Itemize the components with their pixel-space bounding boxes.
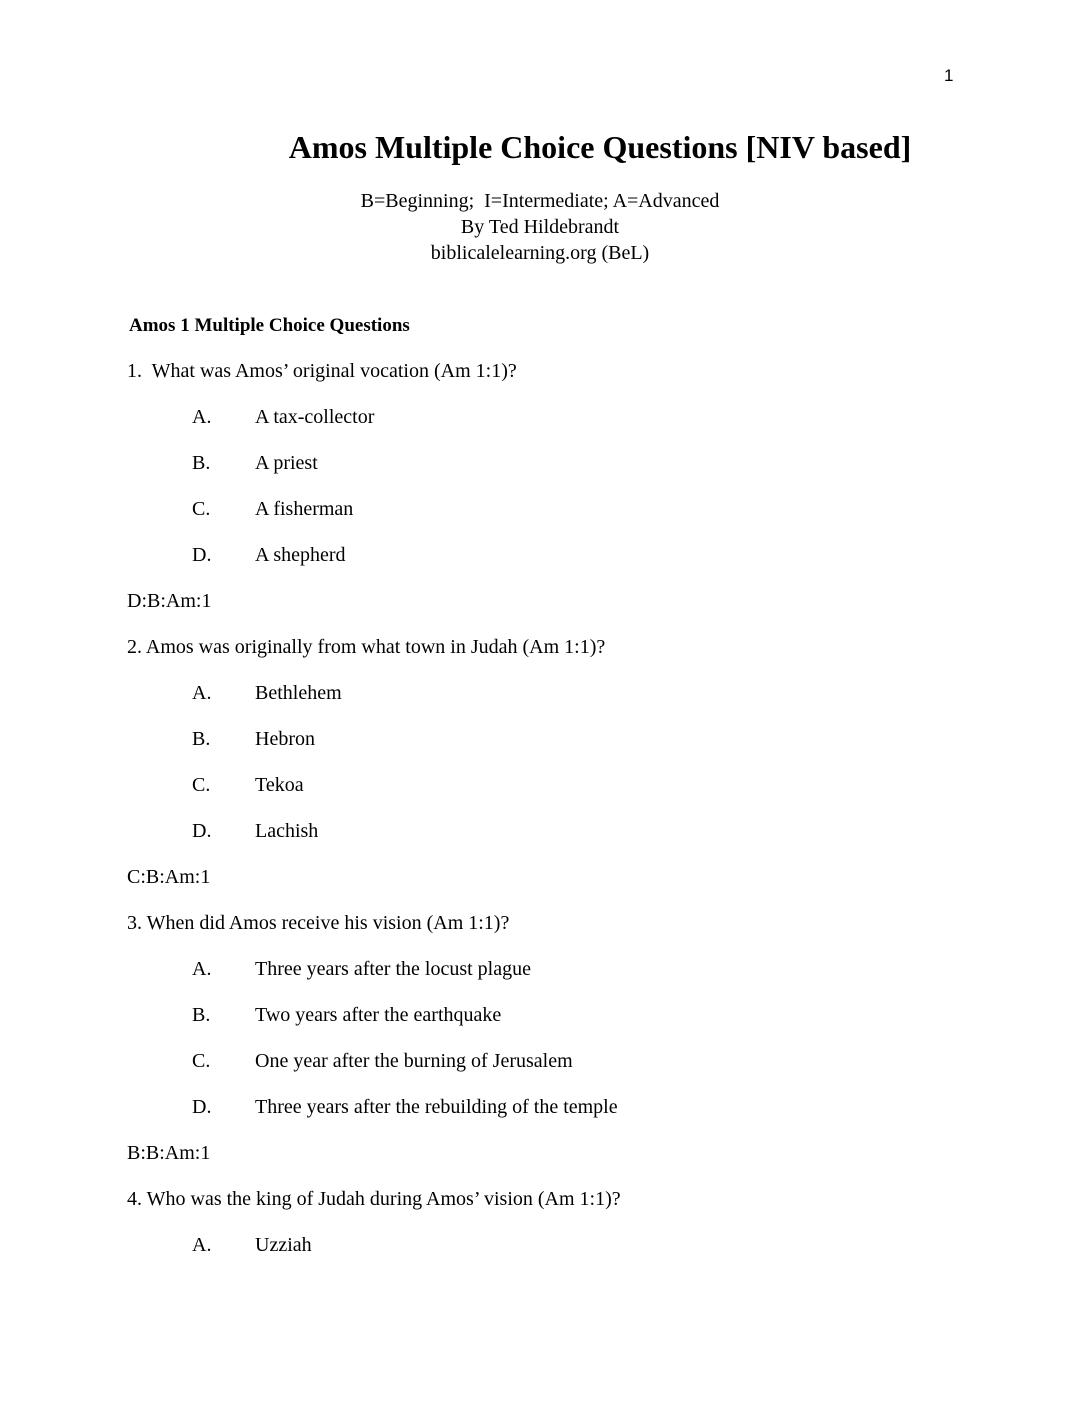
option-text: A shepherd [255, 544, 346, 566]
option-letter: A. [192, 406, 212, 428]
question-text: 2. Amos was originally from what town in Judah (Am 1:1)? [127, 636, 606, 658]
option-letter: C. [192, 498, 211, 520]
answer-option [127, 1092, 1007, 1138]
answer-option [127, 448, 1007, 494]
option-letter: A. [192, 1234, 212, 1256]
answer-option [127, 1230, 1007, 1276]
answer-option [127, 540, 1007, 586]
option-letter: D. [192, 544, 212, 566]
answer-key: C:B:Am:1 [127, 866, 211, 888]
option-text: One year after the burning of Jerusalem [255, 1050, 573, 1072]
question-text: 1. What was Amos’ original vocation (Am 1:1)? [127, 360, 517, 382]
question-text: 3. When did Amos receive his vision (Am 1:1)? [127, 912, 510, 934]
option-letter: D. [192, 1096, 212, 1118]
answer-option [127, 494, 1007, 540]
author-line: By Ted Hildebrandt [460, 216, 620, 238]
option-letter: A. [192, 682, 212, 704]
answer-key: D:B:Am:1 [127, 590, 212, 612]
website-line: biblicalelearning.org (BeL) [430, 242, 650, 264]
option-text: A fisherman [255, 498, 354, 520]
question-text: 4. Who was the king of Judah during Amos’ vision (Am 1:1)? [127, 1188, 621, 1210]
answer-option [127, 770, 1007, 816]
answer-key: B:B:Am:1 [127, 1142, 211, 1164]
option-letter: B. [192, 452, 211, 474]
option-text: Two years after the earthquake [255, 1004, 502, 1026]
answer-option [127, 954, 1007, 1000]
page-number: 1 [944, 66, 954, 85]
option-text: Uzziah [255, 1234, 312, 1256]
option-text: Hebron [255, 728, 315, 750]
difficulty-legend: B=Beginning; I=Intermediate; A=Advanced [360, 190, 720, 212]
option-letter: C. [192, 1050, 211, 1072]
answer-option [127, 724, 1007, 770]
option-text: Bethlehem [255, 682, 342, 704]
option-letter: C. [192, 774, 211, 796]
option-letter: A. [192, 958, 212, 980]
option-letter: B. [192, 728, 211, 750]
page-title: Amos Multiple Choice Questions [NIV based] [288, 129, 912, 165]
option-text: A tax-collector [255, 406, 375, 428]
section-heading: Amos 1 Multiple Choice Questions [129, 315, 410, 336]
question-list [127, 356, 1007, 1276]
option-text: Lachish [255, 820, 319, 842]
answer-option [127, 816, 1007, 862]
option-text: Three years after the rebuilding of the temple [255, 1096, 618, 1118]
option-letter: B. [192, 1004, 211, 1026]
answer-option [127, 1000, 1007, 1046]
option-letter: D. [192, 820, 212, 842]
answer-option [127, 402, 1007, 448]
option-text: Three years after the locust plague [255, 958, 531, 980]
answer-option [127, 678, 1007, 724]
option-text: A priest [255, 452, 318, 474]
option-text: Tekoa [255, 774, 304, 796]
answer-option [127, 1046, 1007, 1092]
